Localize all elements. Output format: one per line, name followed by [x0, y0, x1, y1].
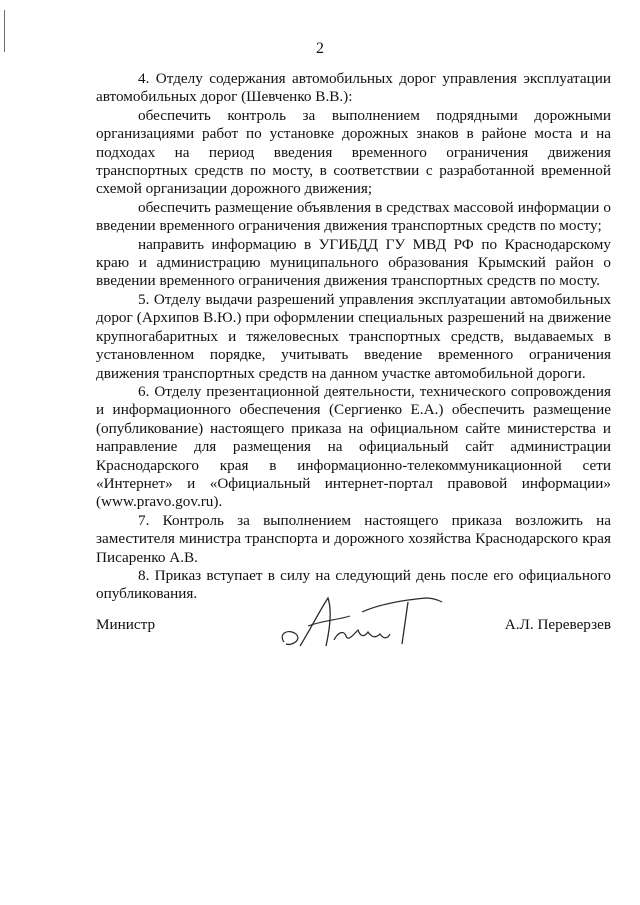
paragraph-8: 8. Приказ вступает в силу на следующий день после его официального опубликования.: [96, 566, 611, 603]
paragraph-7: 7. Контроль за выполнением настоящего приказа возложить на заместителя министра транспорта и дорожного хозяйства Краснодарского края Писаренко А.В.: [96, 511, 611, 566]
paragraph-5: 5. Отделу выдачи разрешений управления эксплуатации автомобильных дорог (Архипов В.Ю.) при оформлении специальных разрешений на движение крупногабаритных и тяжеловесных транспортных средств, выдаваемых в установленном порядке, учитывать введение временного ограничения движения транспортных средств на данном участке автомобильной дороги.: [96, 290, 611, 382]
signature-block: [96, 590, 611, 660]
signatory-title: Министр: [96, 616, 156, 633]
paragraph-6: 6. Отделу презентационной деятельности, технического сопровождения и информационного обеспечения (Сергиенко Е.А.) обеспечить размещение (опубликование) настоящего приказа на официальном сайте министерства и направление для размещения на официальный сайт администрации Краснодарского края в информационно-телекоммуникационной сети «Интернет» и «Официальный интернет-портал правовой информации» (www.pravo.gov.ru).: [96, 382, 611, 511]
paragraph-4-item-notify: направить информацию в УГИБДД ГУ МВД РФ по Краснодарскому краю и администрацию муниципального образования Крымский район о введении временного ограничения движения транспортных средств по мосту.: [96, 235, 611, 290]
document-body: [96, 70, 611, 604]
paragraph-4-item-media: обеспечить размещение объявления в средствах массовой информации о введении временного ограничения движения транспортных средств по мосту;: [96, 198, 611, 235]
paragraph-4-item-control: обеспечить контроль за выполнением подрядными дорожными организациями работ по установке дорожных знаков в районе моста и на подходах на период введения временного ограничения движения транспортных средств по мосту, в соответствии с разработанной временной схемой организации дорожного движения;: [96, 106, 611, 198]
paragraph-4-heading: 4. Отделу содержания автомобильных дорог управления эксплуатации автомобильных дорог (Шевченко В.В.):: [96, 70, 611, 106]
handwritten-signature: [276, 590, 446, 654]
signatory-name: А.Л. Переверзев: [504, 616, 611, 633]
page-number: 2: [316, 40, 324, 57]
